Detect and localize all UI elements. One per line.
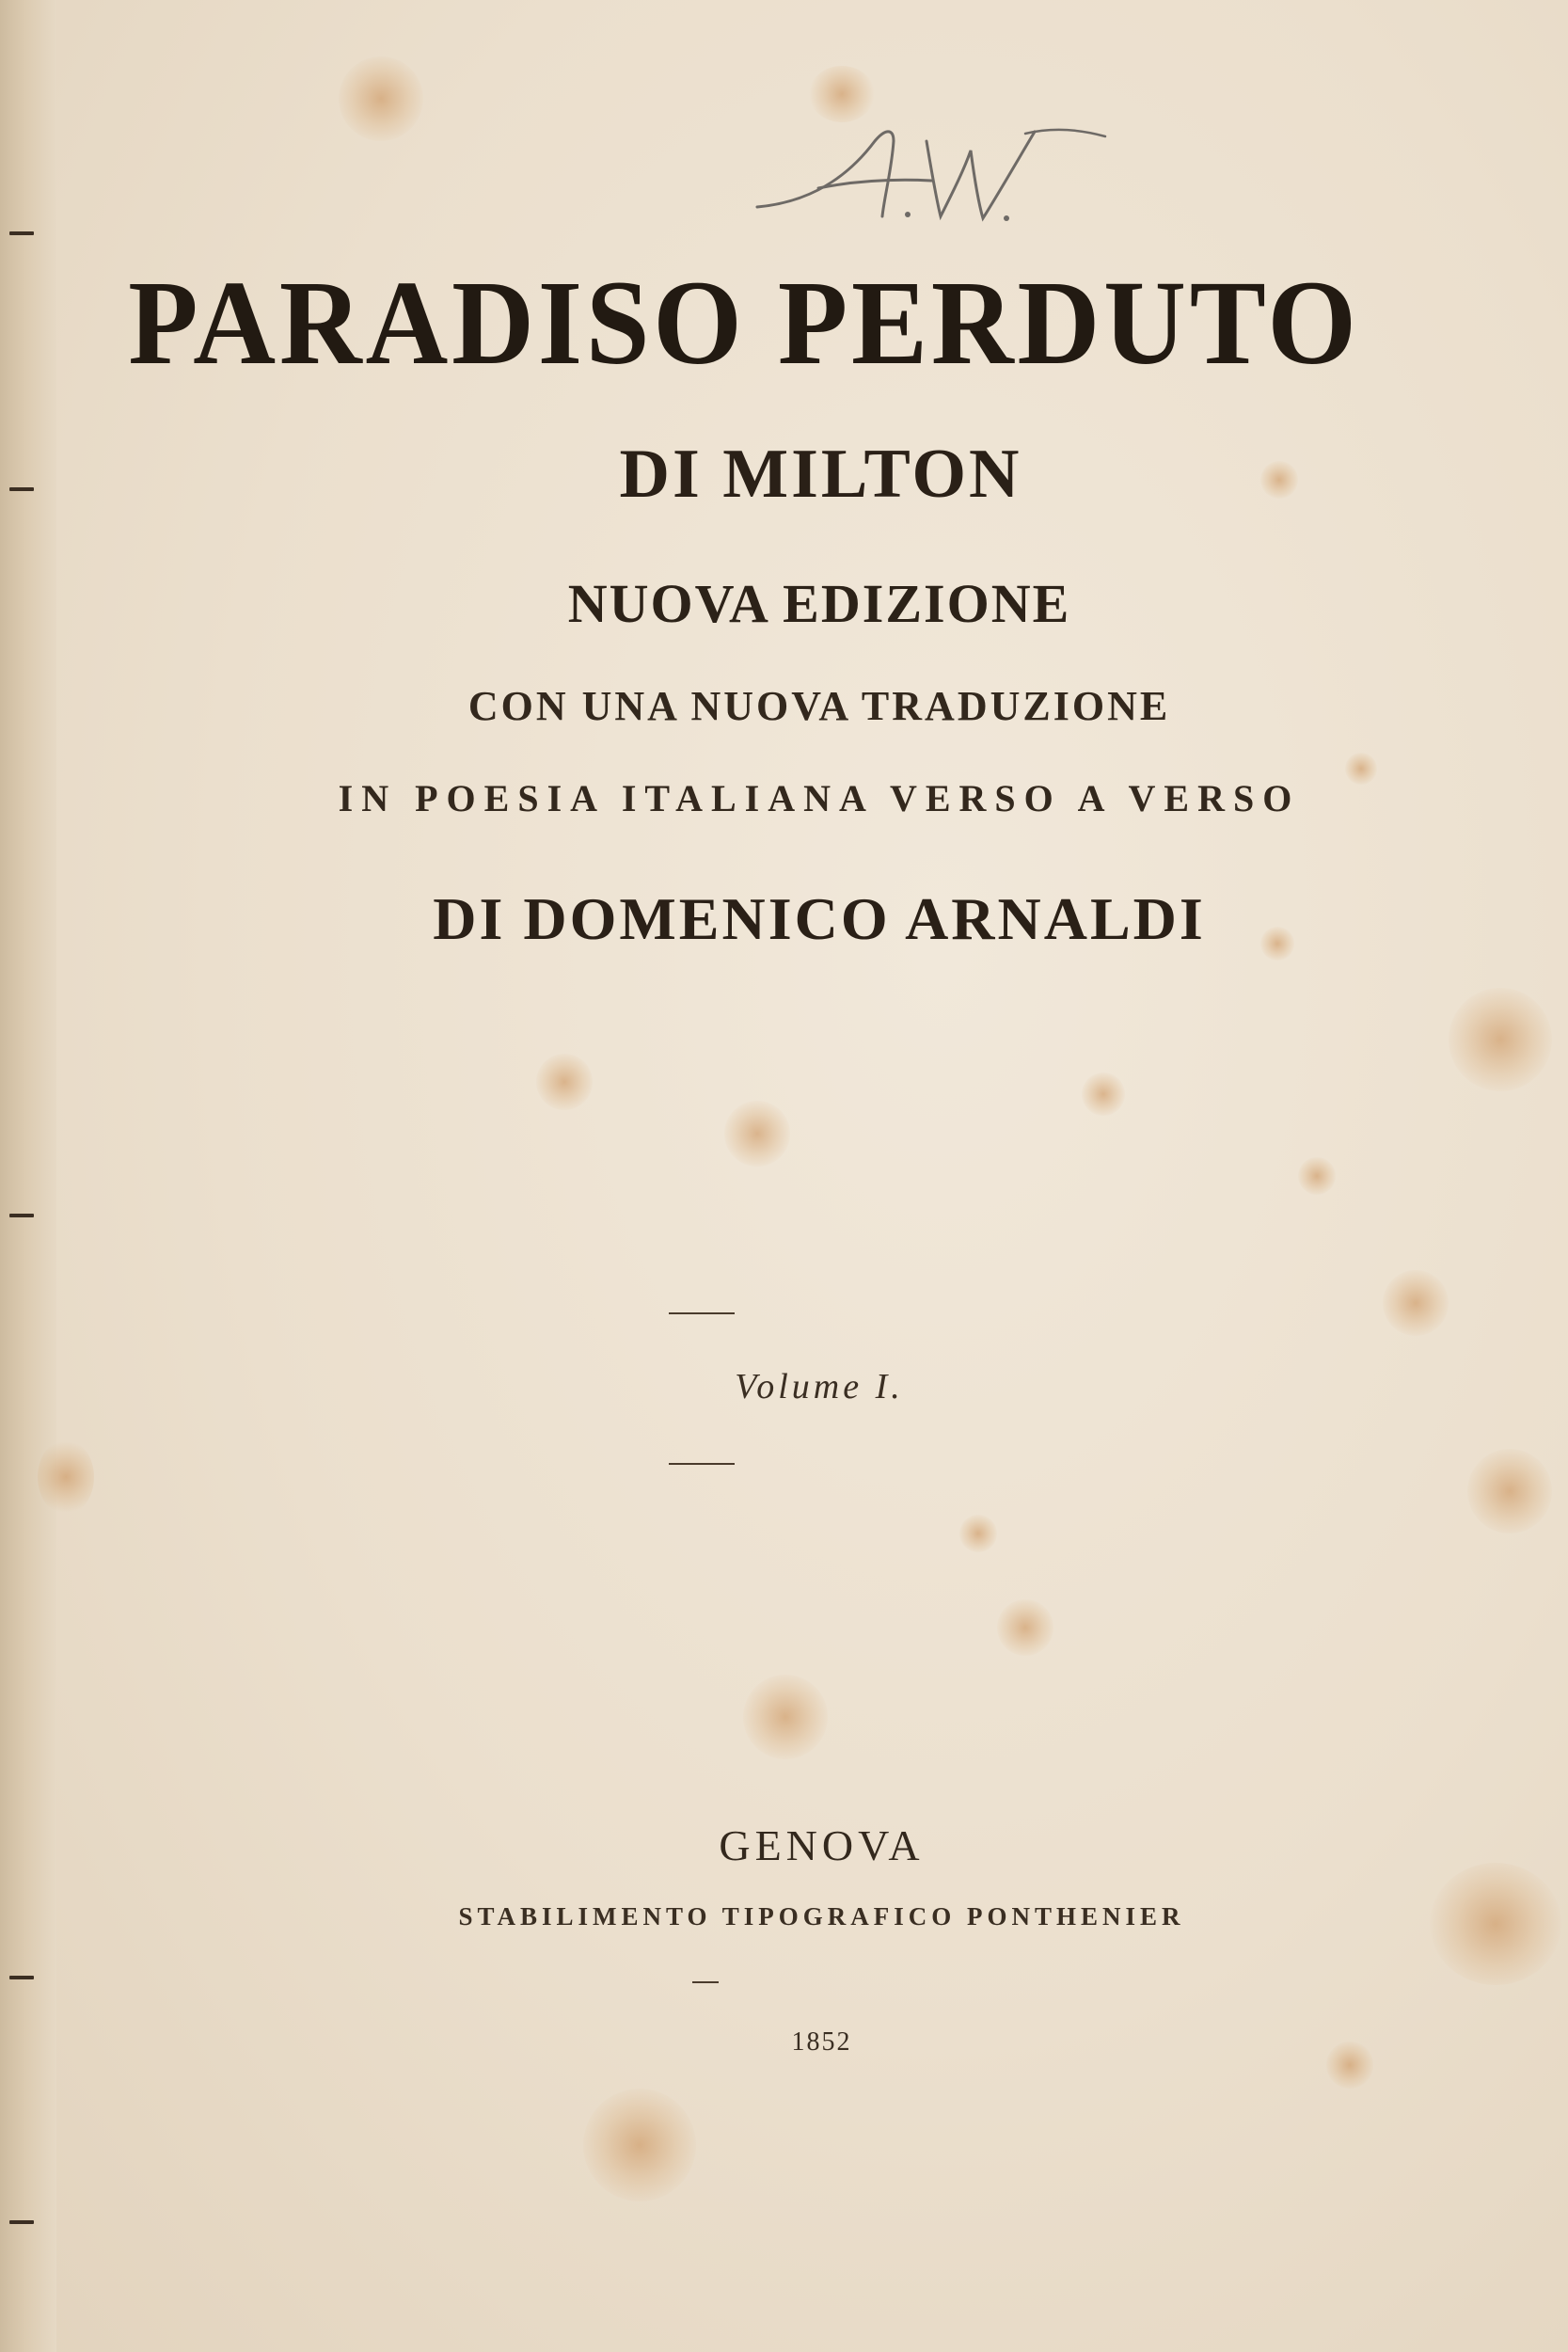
- foxing-stain: [1082, 1073, 1125, 1116]
- foxing-stain: [339, 56, 423, 141]
- foxing-stain: [1467, 1449, 1552, 1534]
- publisher-line: STABILIMENTO TIPOGRAFICO PONTHENIER: [458, 1902, 1185, 1931]
- foxing-stain: [1383, 1270, 1449, 1336]
- handwritten-signature: [752, 113, 1110, 245]
- foxing-stain: [583, 2089, 696, 2201]
- divider-rule: [669, 1312, 735, 1314]
- foxing-stain: [1298, 1157, 1336, 1195]
- foxing-stain: [536, 1054, 593, 1110]
- binding-thread-mark: [9, 2220, 34, 2224]
- book-title: PARADISO PERDUTO: [128, 256, 1360, 389]
- translation-line: CON UNA NUOVA TRADUZIONE: [467, 683, 1171, 729]
- author-line: DI MILTON: [619, 436, 1022, 513]
- foxing-stain: [743, 1675, 828, 1759]
- translator-line: DI DOMENICO ARNALDI: [433, 885, 1206, 952]
- foxing-stain: [38, 1439, 94, 1515]
- foxing-stain: [1449, 988, 1552, 1091]
- verse-line: IN POESIA ITALIANA VERSO A VERSO: [338, 777, 1301, 819]
- foxing-stain: [997, 1599, 1053, 1656]
- divider-rule: [669, 1463, 735, 1465]
- binding-thread-mark: [9, 487, 34, 491]
- publication-year: 1852: [791, 2027, 852, 2057]
- divider-rule: [692, 1981, 719, 1983]
- publication-city: GENOVA: [719, 1821, 925, 1869]
- foxing-stain: [959, 1515, 997, 1552]
- volume-label: Volume I.: [735, 1367, 904, 1406]
- edition-line: NUOVA EDIZIONE: [567, 573, 1071, 634]
- binding-thread-mark: [9, 231, 34, 235]
- binding-thread-mark: [9, 1976, 34, 1979]
- binding-thread-mark: [9, 1214, 34, 1217]
- foxing-stain: [724, 1101, 790, 1167]
